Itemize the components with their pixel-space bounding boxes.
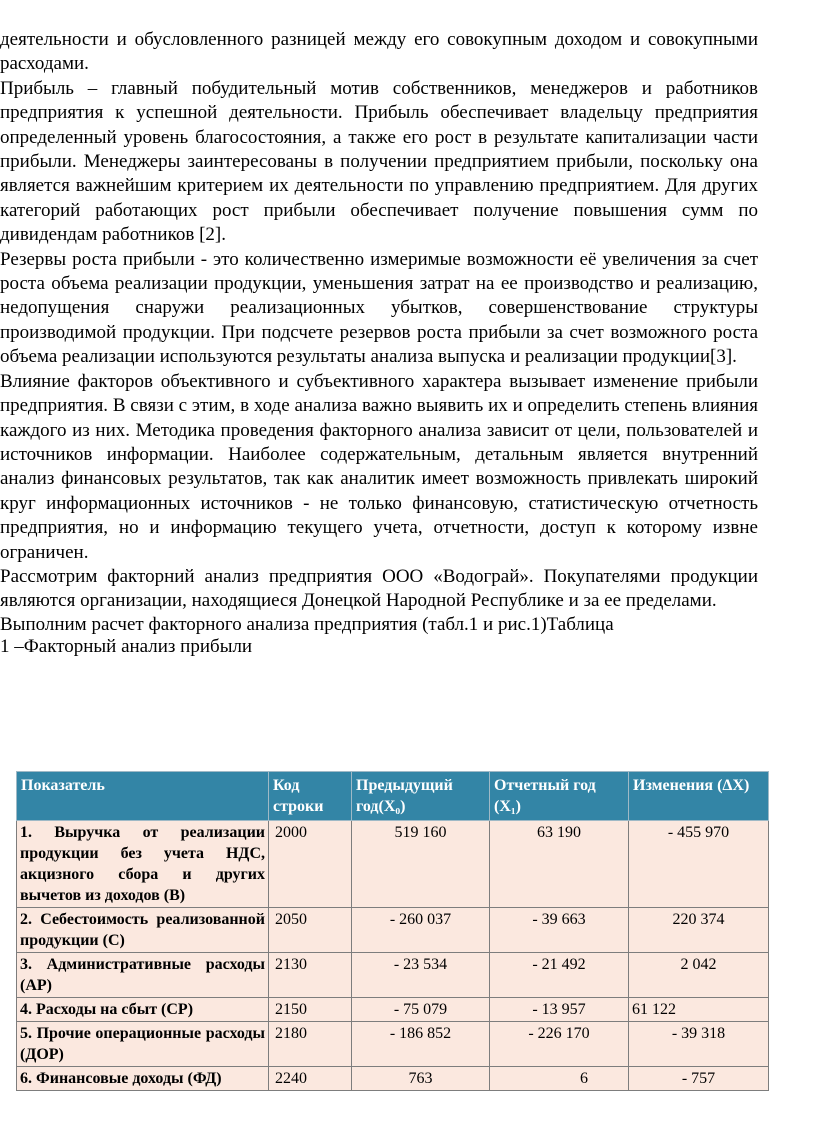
change-cell: 220 374 (629, 908, 769, 953)
reporting-year-cell: - 39 663 (490, 908, 629, 953)
reporting-year-cell: 6 (490, 1067, 629, 1091)
change-cell: 61 122 (629, 998, 769, 1022)
document-body (0, 28, 758, 658)
previous-year-cell: - 23 534 (352, 953, 490, 998)
indicator-cell: 2. Себестоимость реализованной продукции (С) (17, 908, 269, 953)
previous-year-cell: - 260 037 (352, 908, 490, 953)
change-cell: - 757 (629, 1067, 769, 1091)
code-cell: 2130 (269, 953, 352, 998)
code-cell: 2180 (269, 1022, 352, 1067)
previous-year-cell: 763 (352, 1067, 490, 1091)
indicator-cell: 3. Административные расходы (АР) (17, 953, 269, 998)
table-caption-line-1: Выполним расчет факторного анализа предприятия (табл.1 и рис.1)Таблица (0, 613, 614, 635)
indicator-cell: 1. Выручка от реализации продукции без учета НДС, акцизного сбора и других вычетов из доходов (В) (17, 821, 269, 908)
previous-year-cell: 519 160 (352, 821, 490, 908)
factor-analysis-table (16, 771, 769, 1091)
header-indicator: Показатель (17, 772, 269, 821)
change-cell: 2 042 (629, 953, 769, 998)
reporting-year-cell: - 226 170 (490, 1022, 629, 1067)
table-row (17, 1067, 769, 1091)
header-row-code: Код строки (269, 772, 352, 821)
indicator-cell: 5. Прочие операционные расходы (ДОР) (17, 1022, 269, 1067)
header-change: Изменения (ΔX) (629, 772, 769, 821)
table-row (17, 998, 769, 1022)
table-row (17, 953, 769, 998)
paragraph: Влияние факторов объективного и субъективного характера вызывает изменение прибыли предприятия. В связи с этим, в ходе анализа важно выявить их и определить степень влияния каждого из них. Методика проведения факторного анализа зависит от цели, пользователей и источников информации. Наиболее содержательным, детальным является внутренний анализ финансовых результатов, так как аналитик имеет возможность привлекать широкий круг информационных источников - не только финансовую, статистическую отчетность предприятия, но и информацию текущего учета, отчетности, доступ к которому извне ограничен. (0, 370, 758, 563)
table-row (17, 821, 769, 908)
reporting-year-cell: 63 190 (490, 821, 629, 908)
table-caption-line-2: 1 –Факторный анализ прибыли (0, 635, 253, 657)
change-cell: - 39 318 (629, 1022, 769, 1067)
code-cell: 2050 (269, 908, 352, 953)
change-cell: - 455 970 (629, 821, 769, 908)
reporting-year-cell: - 13 957 (490, 998, 629, 1022)
previous-year-cell: - 75 079 (352, 998, 490, 1022)
table-row (17, 908, 769, 953)
paragraph: Прибыль – главный побудительный мотив собственников, менеджеров и работников предприятия к успешной деятельности. Прибыль обеспечивает владельцу предприятия определенный уровень благосостояния, а также его рост в результате капитализации части прибыли. Менеджеры заинтересованы в получении предприятием прибыли, поскольку она является важнейшим критерием их деятельности по управлению предприятием. Для других категорий работающих рост прибыли обеспечивает получение повышения сумм по дивидендам работников [2]. (0, 77, 758, 246)
table-row (17, 1022, 769, 1067)
reporting-year-cell: - 21 492 (490, 953, 629, 998)
code-cell: 2000 (269, 821, 352, 908)
indicator-cell: 4. Расходы на сбыт (СР) (17, 998, 269, 1022)
previous-year-cell: - 186 852 (352, 1022, 490, 1067)
paragraph: Рассмотрим факторний анализ предприятия ООО «Водограй». Покупателями продукции являются организации, находящиеся Донецкой Народной Республике и за ее пределами. (0, 565, 758, 612)
code-cell: 2150 (269, 998, 352, 1022)
table-header-row (17, 772, 769, 821)
indicator-cell: 6. Финансовые доходы (ФД) (17, 1067, 269, 1091)
header-previous-year: Предыдущий год(X₀) (352, 772, 490, 821)
paragraph: Резервы роста прибыли - это количественно измеримые возможности её увеличения за счет роста объема реализации продукции, уменьшения затрат на ее производство и реализацию, недопущения снаружи реализационных убытков, совершенствование структуры производимой продукции. При подсчете резервов роста прибыли за счет возможного роста объема реализации используются результаты анализа выпуска и реализации продукции[3]. (0, 248, 758, 368)
header-reporting-year: Отчетный год (X₁) (490, 772, 629, 821)
code-cell: 2240 (269, 1067, 352, 1091)
paragraph: деятельности и обусловленного разницей между его совокупным доходом и совокупными расходами. (0, 29, 758, 75)
